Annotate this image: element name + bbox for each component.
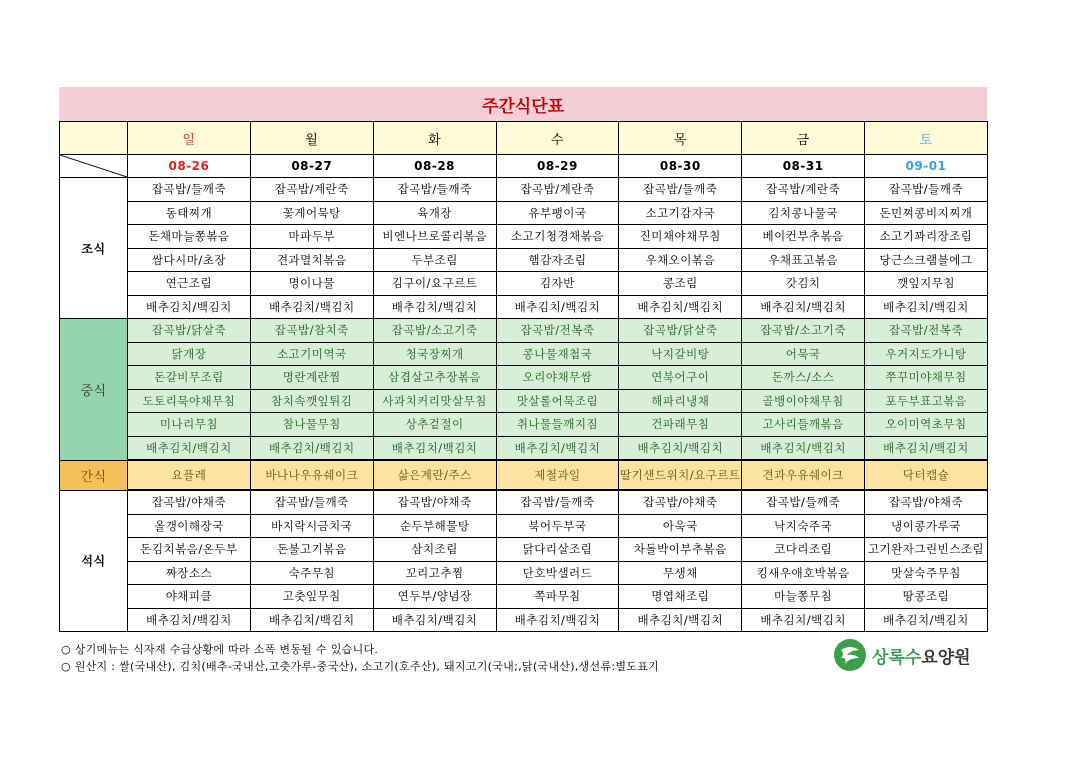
menu-item: 바나나우유쉐이크 [250,460,373,490]
menu-item: 돈김치볶음/온두부 [128,538,251,562]
date-header: 08-31 [742,155,865,178]
menu-item: 골뱅이야채무침 [742,389,865,413]
menu-item: 잡곡밥/닭살죽 [128,319,251,343]
day-header: 월 [250,122,373,155]
menu-item: 잡곡밥/야채죽 [373,490,496,514]
menu-item: 어묵국 [742,342,865,366]
menu-item: 유부팽이국 [496,201,619,225]
menu-item: 땅콩조림 [865,585,988,609]
menu-item: 돈민찌콩비지찌개 [865,201,988,225]
menu-item: 배추김치/백김치 [128,608,251,632]
menu-item: 잡곡밥/소고기죽 [742,319,865,343]
note-line: ○ 상기메뉴는 식자재 수급상황에 따라 소폭 변동될 수 있습니다. [61,643,379,656]
day-header: 토 [865,122,988,155]
logo-name-green: 상록수 [872,647,922,668]
menu-item: 베이컨부추볶음 [742,225,865,249]
menu-item: 연근조림 [128,272,251,296]
day-header: 화 [373,122,496,155]
menu-item: 배추김치/백김치 [250,295,373,319]
menu-item: 견과우유쉐이크 [742,460,865,490]
menu-item: 쭈꾸미야채무침 [865,366,988,390]
menu-item: 돈까스/소스 [742,366,865,390]
menu-item: 돈채마늘쫑볶음 [128,225,251,249]
date-header: 08-28 [373,155,496,178]
menu-item: 참나물무침 [250,413,373,437]
menu-item: 제철과일 [496,460,619,490]
menu-item: 잡곡밥/들깨죽 [128,178,251,202]
menu-item: 깻잎지무침 [865,272,988,296]
menu-item: 닭개장 [128,342,251,366]
menu-item: 무생채 [619,561,742,585]
logo [833,638,971,672]
menu-item: 냉이콩가루국 [865,514,988,538]
menu-item: 김구이/요구르트 [373,272,496,296]
menu-item: 진미채야채무침 [619,225,742,249]
leaf-logo-icon [833,638,867,672]
menu-item: 아욱국 [619,514,742,538]
meal-label-dinner: 석식 [60,490,128,632]
menu-item: 잡곡밥/야채죽 [619,490,742,514]
menu-item: 배추김치/백김치 [128,436,251,460]
meal-label-snack: 간식 [60,460,128,490]
menu-item: 배추김치/백김치 [619,608,742,632]
corner-cell [60,122,128,155]
menu-table [59,121,988,632]
meal-label-lunch: 중식 [60,319,128,461]
menu-item: 청국장찌개 [373,342,496,366]
date-header: 08-29 [496,155,619,178]
day-header: 수 [496,122,619,155]
menu-item: 잡곡밥/들깨죽 [496,490,619,514]
diagonal-cell [60,155,128,178]
date-header: 09-01 [865,155,988,178]
menu-item: 햄감자조림 [496,248,619,272]
menu-item: 소고기청경채볶음 [496,225,619,249]
menu-item: 잡곡밥/소고기죽 [373,319,496,343]
menu-item: 돈갈비무조림 [128,366,251,390]
menu-item: 동태찌개 [128,201,251,225]
menu-item: 배추김치/백김치 [373,436,496,460]
menu-item: 콩조림 [619,272,742,296]
menu-item: 마파두부 [250,225,373,249]
menu-item: 두부조림 [373,248,496,272]
date-header: 08-26 [128,155,251,178]
menu-item: 배추김치/백김치 [496,295,619,319]
menu-item: 배추김치/백김치 [250,436,373,460]
menu-item: 도토리묵야채무침 [128,389,251,413]
menu-item: 쌈다시마/초장 [128,248,251,272]
menu-item: 우거지도가니탕 [865,342,988,366]
date-header: 08-30 [619,155,742,178]
menu-item: 배추김치/백김치 [496,608,619,632]
menu-item: 오이미역초무침 [865,413,988,437]
menu-item: 잡곡밥/들깨죽 [373,178,496,202]
menu-item: 요플레 [128,460,251,490]
menu-item: 잡곡밥/들깨죽 [250,490,373,514]
menu-item: 순두부해물탕 [373,514,496,538]
menu-item: 잡곡밥/참치죽 [250,319,373,343]
menu-item: 짜장소스 [128,561,251,585]
menu-item: 김치콩나물국 [742,201,865,225]
menu-item: 참치속깻잎튀김 [250,389,373,413]
menu-item: 배추김치/백김치 [865,295,988,319]
menu-item: 배추김치/백김치 [496,436,619,460]
menu-item: 삼겹살고추장볶음 [373,366,496,390]
menu-item: 잡곡밥/들깨죽 [865,178,988,202]
menu-item: 우채오이볶음 [619,248,742,272]
menu-item: 상추겉절이 [373,413,496,437]
menu-item: 김자반 [496,272,619,296]
notes [61,641,659,675]
menu-item: 배추김치/백김치 [742,608,865,632]
menu-item: 고사리들깨볶음 [742,413,865,437]
menu-item: 명엽채조림 [619,585,742,609]
menu-item: 배추김치/백김치 [128,295,251,319]
menu-item: 낙지숙주국 [742,514,865,538]
menu-item: 잡곡밥/계란죽 [250,178,373,202]
page-title: 주간식단표 [59,87,987,121]
menu-item: 고기완자그린빈스조림 [865,538,988,562]
menu-item: 닭다리살조림 [496,538,619,562]
menu-item: 연두부/양념장 [373,585,496,609]
menu-item: 배추김치/백김치 [865,436,988,460]
menu-item: 연북어구이 [619,366,742,390]
menu-item: 마늘쫑무침 [742,585,865,609]
menu-item: 바지락시금치국 [250,514,373,538]
menu-item: 사과치커리맛살무침 [373,389,496,413]
menu-item: 쪽파무침 [496,585,619,609]
menu-item: 견과멸치볶음 [250,248,373,272]
menu-item: 포두부표고볶음 [865,389,988,413]
menu-item: 잡곡밥/전복죽 [496,319,619,343]
menu-item: 배추김치/백김치 [619,436,742,460]
menu-item: 차돌박이부추볶음 [619,538,742,562]
menu-item: 고춧잎무침 [250,585,373,609]
menu-item: 배추김치/백김치 [373,608,496,632]
menu-item: 잡곡밥/계란죽 [742,178,865,202]
menu-item: 삶은계란/주스 [373,460,496,490]
day-header: 일 [128,122,251,155]
menu-item: 배추김치/백김치 [742,295,865,319]
menu-item: 배추김치/백김치 [373,295,496,319]
menu-item: 올갱이해장국 [128,514,251,538]
note-line: ○ 원산지 : 쌀(국내산), 김치(배추-국내산,고춧가루-중국산), 소고기(호주산), 돼지고기(국내;,닭(국내산),생선류:별도표기 [61,660,660,673]
menu-item: 야채피클 [128,585,251,609]
menu-item: 단호박샐러드 [496,561,619,585]
menu-item: 콩나물재첩국 [496,342,619,366]
menu-item: 배추김치/백김치 [250,608,373,632]
menu-item: 꽃게어묵탕 [250,201,373,225]
menu-item: 삼치조림 [373,538,496,562]
menu-item: 소고기꽈리장조림 [865,225,988,249]
menu-item: 잡곡밥/닭살죽 [619,319,742,343]
menu-item: 소고기감자국 [619,201,742,225]
menu-item: 육개장 [373,201,496,225]
menu-item: 킹새우애호박볶음 [742,561,865,585]
menu-item: 우채표고볶음 [742,248,865,272]
menu-item: 딸기샌드위치/요구르트 [619,460,742,490]
date-header: 08-27 [250,155,373,178]
menu-item: 코다리조림 [742,538,865,562]
menu-item: 꼬리고추찜 [373,561,496,585]
menu-item: 잡곡밥/들깨죽 [619,178,742,202]
menu-item: 잡곡밥/들깨죽 [742,490,865,514]
meal-label-breakfast: 조식 [60,178,128,319]
logo-name-dark: 요양원 [921,647,971,668]
menu-item: 갓김치 [742,272,865,296]
menu-item: 배추김치/백김치 [742,436,865,460]
menu-item: 미나리무침 [128,413,251,437]
menu-item: 잡곡밥/전복죽 [865,319,988,343]
menu-item: 돈불고기볶음 [250,538,373,562]
menu-item: 숙주무침 [250,561,373,585]
menu-item: 배추김치/백김치 [619,295,742,319]
menu-item: 맛살롤어묵조림 [496,389,619,413]
menu-item: 소고기미역국 [250,342,373,366]
menu-item: 명이나물 [250,272,373,296]
menu-item: 북어두부국 [496,514,619,538]
menu-item: 배추김치/백김치 [865,608,988,632]
menu-item: 낙지갈비탕 [619,342,742,366]
menu-item: 해파리냉채 [619,389,742,413]
menu-item: 잡곡밥/야채죽 [865,490,988,514]
day-header: 금 [742,122,865,155]
menu-item: 취나물들깨지짐 [496,413,619,437]
menu-item: 당근스크램블에그 [865,248,988,272]
menu-item: 잡곡밥/야채죽 [128,490,251,514]
menu-item: 건파래무침 [619,413,742,437]
menu-item: 맛살숙주무침 [865,561,988,585]
day-header: 목 [619,122,742,155]
menu-sheet [59,87,987,632]
menu-item: 닥터캡슐 [865,460,988,490]
menu-item: 잡곡밥/계란죽 [496,178,619,202]
menu-item: 명란계란찜 [250,366,373,390]
menu-item: 비엔나브로콜리볶음 [373,225,496,249]
menu-item: 오리야채무쌈 [496,366,619,390]
